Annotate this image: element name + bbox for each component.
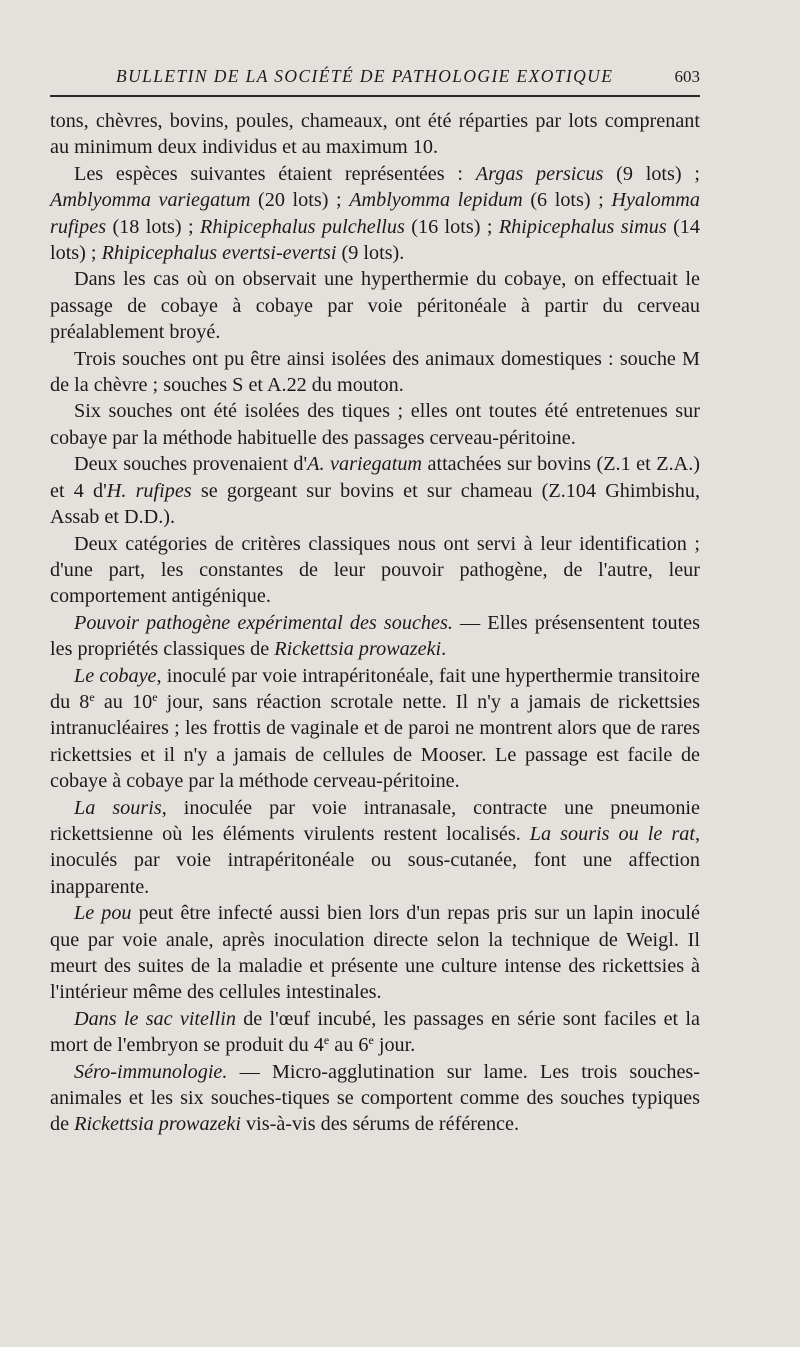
text-run: (20 lots) ; xyxy=(250,189,350,212)
body-text xyxy=(50,108,700,1138)
subject-label: La souris xyxy=(74,796,162,819)
paragraph-yolk-sac xyxy=(50,1006,700,1059)
text-run: — Micro-agglutination sur lame. Les trois souches-animales et les six souches-tiques se comportent comme des souches typiques de xyxy=(50,1060,700,1136)
paragraph-tick-species xyxy=(50,161,700,267)
paragraph-passage-method xyxy=(50,266,700,345)
text-run: Deux souches provenaient d' xyxy=(74,453,308,476)
species-name: H. rufipes xyxy=(106,479,192,502)
text-run: se gorgeant sur bovins et sur chameau (Z.104 Ghimbishu, Assab et D.D.). xyxy=(50,479,700,529)
subject-label: Le pou xyxy=(74,902,132,925)
text-run: Deux catégories de critères classiques nous ont servi à leur identification ; d'une part, les constantes de leur pouvoir pathogène, de l'autre, leur comportement antigénique. xyxy=(50,532,700,608)
paragraph-sero-immunology xyxy=(50,1059,700,1138)
ordinal-superscript: e xyxy=(323,1033,330,1048)
subject-label: Dans le sac vitellin xyxy=(74,1007,236,1030)
text-run: (14 lots) ; xyxy=(50,215,700,265)
paragraph-tick-strains xyxy=(50,398,700,451)
subject-label: La souris ou le rat xyxy=(529,822,695,845)
page-number: 603 xyxy=(674,67,700,86)
text-run: Trois souches ont pu être ainsi isolées des animaux domestiques : souche M de la chèvre ; souches S et A.22 du mouton. xyxy=(50,347,700,397)
text-run: (18 lots) ; xyxy=(106,215,201,238)
text-run: jour. xyxy=(373,1034,416,1057)
text-run: (6 lots) ; xyxy=(522,189,612,212)
text-run: attachées sur bovins (Z.1 et Z.A.) et 4 d' xyxy=(50,453,700,502)
paragraph-criteria xyxy=(50,531,700,610)
text-run: jour, sans réaction scrotale nette. Il n'y a jamais de rickettsies intranucléaires ; les frottis de vaginale et de paroi ne montrent alors que de rares rickettsies et il n'y a jamais de cellules de Mooser. Le passage est facile de cobaye à cobaye par la méthode cerveau-péritoine. xyxy=(50,690,700,793)
text-run: Dans les cas où on observait une hyperthermie du cobaye, on effectuait le passage de cobaye à cobaye par voie péritonéale à partir du cerveau préalablement broyé. xyxy=(50,268,700,344)
text-run: tons, chèvres, bovins, poules, chameaux, ont été réparties par lots comprenant au minimum deux individus et au maximum 10. xyxy=(50,110,700,159)
text-run: , inoculée par voie intranasale, contracte une pneumonie rickettsienne où les éléments virulents restent localisés. xyxy=(50,796,700,845)
paragraph-louse xyxy=(50,900,700,1006)
text-run: — Elles présensentent toutes les propriétés classiques de xyxy=(50,611,700,661)
text-run: de l'œuf incubé, les passages en série sont faciles et la mort de l'embryon se produit du 4 xyxy=(50,1007,700,1057)
species-name: Hyalomma rufipes xyxy=(50,189,700,238)
subject-label: Le cobaye xyxy=(74,664,157,687)
text-run: au 10 xyxy=(94,690,153,713)
ordinal-superscript: e xyxy=(89,689,95,704)
paragraph-guinea-pig xyxy=(50,663,700,795)
text-run: Six souches ont été isolées des tiques ; elles ont toutes été entretenues sur cobaye par la méthode habituelle des passages cerveau-péritoine. xyxy=(50,400,700,449)
text-run: vis-à-vis des sérums de référence. xyxy=(241,1113,520,1136)
running-title: BULLETIN DE LA SOCIÉTÉ DE PATHOLOGIE EXOTIQUE xyxy=(116,66,614,86)
text-run: , inoculés par voie intrapéritonéale ou sous-cutanée, font une affection inapparente. xyxy=(50,822,700,898)
species-name: Rhipicephalus simus xyxy=(498,215,667,238)
text-run: , inoculé par voie intrapéritonéale, fait une hyperthermie transitoire du 8 xyxy=(50,664,700,713)
paragraph-continuation xyxy=(50,108,700,161)
header-rule xyxy=(50,95,700,97)
paragraph-animal-strains xyxy=(50,346,700,399)
text-run: au 6 xyxy=(329,1034,369,1057)
ordinal-superscript: e xyxy=(152,689,158,704)
running-header xyxy=(50,66,700,100)
text-run: Les espèces suivantes étaient représentées : xyxy=(74,162,476,185)
ordinal-superscript: e xyxy=(368,1033,374,1048)
text-run: (9 lots) ; xyxy=(603,162,700,185)
species-name: Rickettsia prowazeki xyxy=(274,638,442,661)
species-name: Amblyomma variegatum xyxy=(50,189,251,212)
paragraph-strain-origin xyxy=(50,451,700,530)
species-name: A. variegatum xyxy=(307,453,422,476)
text-run: . xyxy=(441,638,447,661)
text-run: peut être infecté aussi bien lors d'un repas pris sur un lapin inoculé que par voie anale, après inoculation directe selon la technique de Weigl. Il meurt des suites de la maladie et présente une culture intense des rickettsies à l'intérieur même des cellules intestinales. xyxy=(50,902,700,1004)
paragraph-mouse xyxy=(50,795,700,901)
section-heading: Pouvoir pathogène expérimental des souches. xyxy=(74,611,453,634)
text-run: (9 lots). xyxy=(336,242,405,265)
text-run: (16 lots) ; xyxy=(404,215,499,238)
species-name: Rhipicephalus evertsi-evertsi xyxy=(101,242,337,265)
section-heading: Séro-immunologie. xyxy=(74,1060,228,1083)
species-name: Rickettsia prowazeki xyxy=(74,1113,241,1136)
species-name: Rhipicephalus pulchellus xyxy=(200,215,405,238)
paragraph-pathogenic-power xyxy=(50,610,700,663)
species-name: Argas persicus xyxy=(475,162,604,185)
species-name: Amblyomma lepidum xyxy=(349,189,523,212)
